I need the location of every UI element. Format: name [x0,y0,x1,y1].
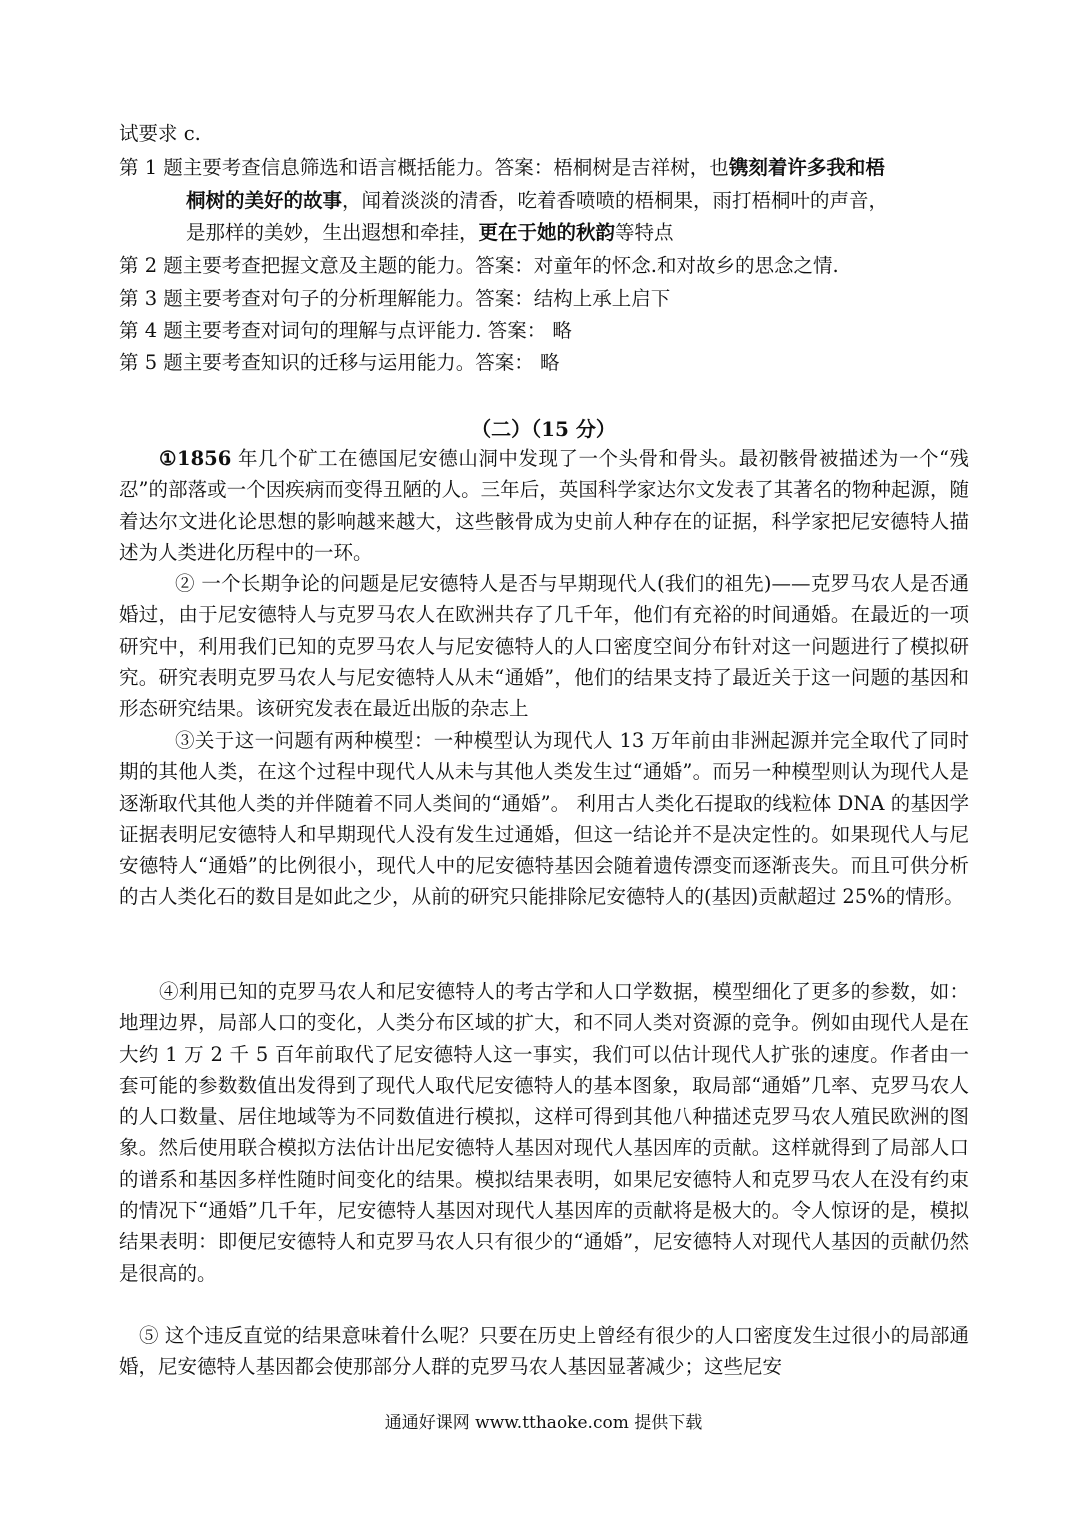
page-footer: 通通好课网 www.tthaoke.com 提供下载 [384,1413,703,1433]
paragraph-3-text: ③关于这一问题有两种模型：一种模型认为现代人 13 万年前由非洲起源并完全取代了同时期的其他人类，在这个过程中现代人从未与其他人类发生过“通婚”。而另一种模型则认为现代人是逐渐取代其他人类的并伴随着不同人类间的“通婚”。 利用古人类化石提取的线粒体 DNA 的基因学证据表明尼安德特人和早期现代人没有发生过通婚，但这一结论并不是决定性的。如果现代人与尼安德特人“通婚”的比例很小，现代人中的尼安德特基因会随着遗传漂变而逐渐丧失。而且可供分析的古人类化石的数目是如此之少，从前的研究只能排除尼安德特人的(基因)贡献超过 25%的情形。 [119,729,969,909]
answer-q1-bold-c: 更在于她的秋韵 [478,221,616,244]
requirement-line [119,119,201,149]
answer-q5-text: 第 5 题主要考查知识的迁移与运用能力。答案： 略 [119,351,560,374]
paragraph-1 [119,443,969,568]
answer-q1-text-d: 等特点 [615,221,674,244]
answer-q1-line1 [119,153,885,183]
answer-q5 [119,348,560,378]
answer-q3-text: 第 3 题主要考查对句子的分析理解能力。答案：结构上承上启下 [119,287,671,310]
paragraph-2 [119,568,969,724]
answer-q1-text-c: 是那样的美妙，生出遐想和牵挂， [186,221,479,244]
answer-q1-line3 [186,218,674,248]
answer-q3 [119,284,670,314]
paragraph-2-text: ② 一个长期争论的问题是尼安德特人是否与早期现代人(我们的祖先)——克罗马农人是否通婚过，由于尼安德特人与克罗马农人在欧洲共存了几千年，他们有充裕的时间通婚。在最近的一项研究中，利用我们已知的克罗马农人与尼安德特人的人口密度空间分布针对这一问题进行了模拟研究。研究表明克罗马农人与尼安德特人从未“通婚”，他们的结果支持了最近关于这一问题的基因和形态研究结果。该研究发表在最近出版的杂志上 [119,572,969,721]
answer-q1-bold-b: 桐树的美好的故事 [186,189,343,212]
paragraph-1-lead: ①1856 [159,447,232,470]
paragraph-5-text: ⑤ 这个违反直觉的结果意味着什么呢？只要在历史上曾经有很少的人口密度发生过很小的局部通婚，尼安德特人基因都会使那部分人群的克罗马农人基因显著减少；这些尼安 [119,1324,969,1379]
answer-q2-text: 第 2 题主要考查把握文意及主题的能力。答案：对童年的怀念.和对故乡的思念之情. [119,254,839,277]
requirement-text: 试要求 c. [119,122,201,145]
answer-q4 [119,316,572,346]
answer-q4-text: 第 4 题主要考查对词句的理解与点评能力. 答案： 略 [119,319,572,342]
paragraph-4 [119,976,969,1289]
paragraph-5 [119,1320,969,1383]
paragraph-4-text: ④利用已知的克罗马农人和尼安德特人的考古学和人口学数据，模型细化了更多的参数，如：地理边界，局部人口的变化，人类分布区域的扩大，和不同人类对资源的竞争。例如由现代人是在大约 1 万 2 千 5 百年前取代了尼安德特人这一事实，我们可以估计现代人扩张的速度。作者由一套可能的参数数值出发得到了现代人取代尼安德特人的基本图象，取局部“通婚”几率、克罗马农人的人口数量、居住地域等为不同数值进行模拟，这样可得到其他八种描述克罗马农人殖民欧洲的图象。然后使用联合模拟方法估计出尼安德特人基因对现代人基因库的贡献。这样就得到了局部人口的谱系和基因多样性随时间变化的结果。模拟结果表明，如果尼安德特人和克罗马农人在没有约束的情况下“通婚”几千年，尼安德特人基因对现代人基因库的贡献将是极大的。令人惊讶的是，模拟结果表明：即便尼安德特人和克罗马农人只有很少的“通婚”，尼安德特人对现代人基因的贡献仍然是很高的。 [119,980,969,1285]
section-title: （二）（15 分） [471,417,616,441]
paragraph-1-text: 年几个矿工在德国尼安德山洞中发现了一个头骨和骨头。最初骸骨被描述为一个“残忍”的部落或一个因疾病而变得丑陋的人。三年后，英国科学家达尔文发表了其著名的物种起源，随着达尔文进化论思想的影响越来越大，这些骸骨成为史前人种存在的证据，科学家把尼安德特人描述为人类进化历程中的一环。 [119,447,969,564]
answer-q1-line2 [186,186,888,216]
answer-q1-text-a: 第 1 题主要考查信息筛选和语言概括能力。答案：梧桐树是吉祥树，也 [119,156,729,179]
answer-q2 [119,251,839,281]
answer-q1-text-b: ，闻着淡淡的清香，吃着香喷喷的梧桐果，雨打梧桐叶的声音， [342,189,889,212]
paragraph-3 [119,725,969,913]
answer-q1-bold-a: 镌刻着许多我和梧 [728,156,885,179]
